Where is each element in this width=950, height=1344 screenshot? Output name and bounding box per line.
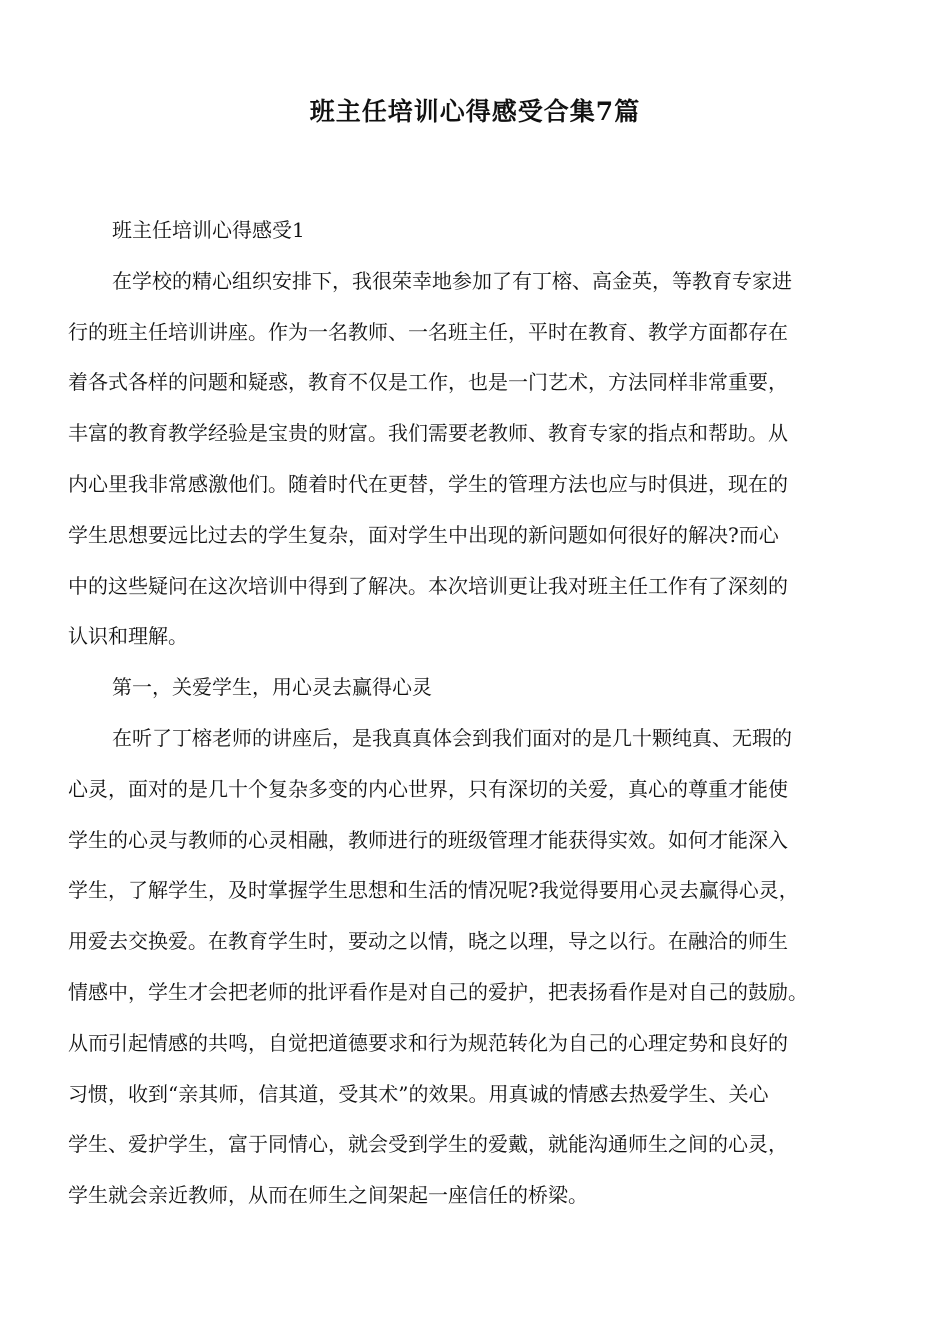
text-line: 学生就会亲近教师，从而在师生之间架起一座信任的桥梁。 xyxy=(68,1183,588,1208)
text-line: 学生的心灵与教师的心灵相融，教师进行的班级管理才能获得实效。如何才能深入 xyxy=(68,827,788,852)
text-line: 用爱去交换爱。在教育学生时，要动之以情，晓之以理，导之以行。在融洽的师生 xyxy=(68,929,788,954)
text-line: 情感中，学生才会把老师的批评看作是对自己的爱护，把表扬看作是对自己的鼓励。 xyxy=(68,979,808,1004)
document-title: 班主任培训心得感受合集7篇 xyxy=(309,97,641,126)
text-line: 学生、爱护学生，富于同情心，就会受到学生的爱戴，就能沟通师生之间的心灵， xyxy=(68,1132,788,1157)
text-line: 内心里我非常感激他们。随着时代在更替，学生的管理方法也应与时俱进，现在的 xyxy=(68,471,788,496)
text-line: 在听了丁榕老师的讲座后，是我真真体会到我们面对的是几十颗纯真、无瑕的 xyxy=(112,725,792,750)
text-line: 丰富的教育教学经验是宝贵的财富。我们需要老教师、教育专家的指点和帮助。从 xyxy=(68,421,788,446)
text-line: 班主任培训心得感受1 xyxy=(112,218,305,242)
document-body xyxy=(68,205,898,1221)
text-line: 在学校的精心组织安排下，我很荣幸地参加了有丁榕、高金英，等教育专家进 xyxy=(112,268,792,293)
text-line: 习惯，收到“亲其师，信其道，受其术”的效果。用真诚的情感去热爱学生、关心 xyxy=(68,1081,769,1106)
text-line: 心灵，面对的是几十个复杂多变的内心世界，只有深切的关爱，真心的尊重才能使 xyxy=(68,776,788,801)
text-line: 学生思想要远比过去的学生复杂，面对学生中出现的新问题如何很好的解决?而心 xyxy=(68,522,779,547)
text-line: 着各式各样的问题和疑惑，教育不仅是工作，也是一门艺术，方法同样非常重要， xyxy=(68,370,788,395)
text-line: 认识和理解。 xyxy=(68,624,188,649)
text-line: 从而引起情感的共鸣，自觉把道德要求和行为规范转化为自己的心理定势和良好的 xyxy=(68,1030,788,1055)
text-line: 行的班主任培训讲座。作为一名教师、一名班主任，平时在教育、教学方面都存在 xyxy=(68,319,788,344)
text-line: 中的这些疑问在这次培训中得到了解决。本次培训更让我对班主任工作有了深刻的 xyxy=(68,573,788,598)
text-line: 第一，关爱学生，用心灵去赢得心灵 xyxy=(112,675,432,700)
text-line: 学生，了解学生，及时掌握学生思想和生活的情况呢?我觉得要用心灵去赢得心灵， xyxy=(68,878,799,903)
